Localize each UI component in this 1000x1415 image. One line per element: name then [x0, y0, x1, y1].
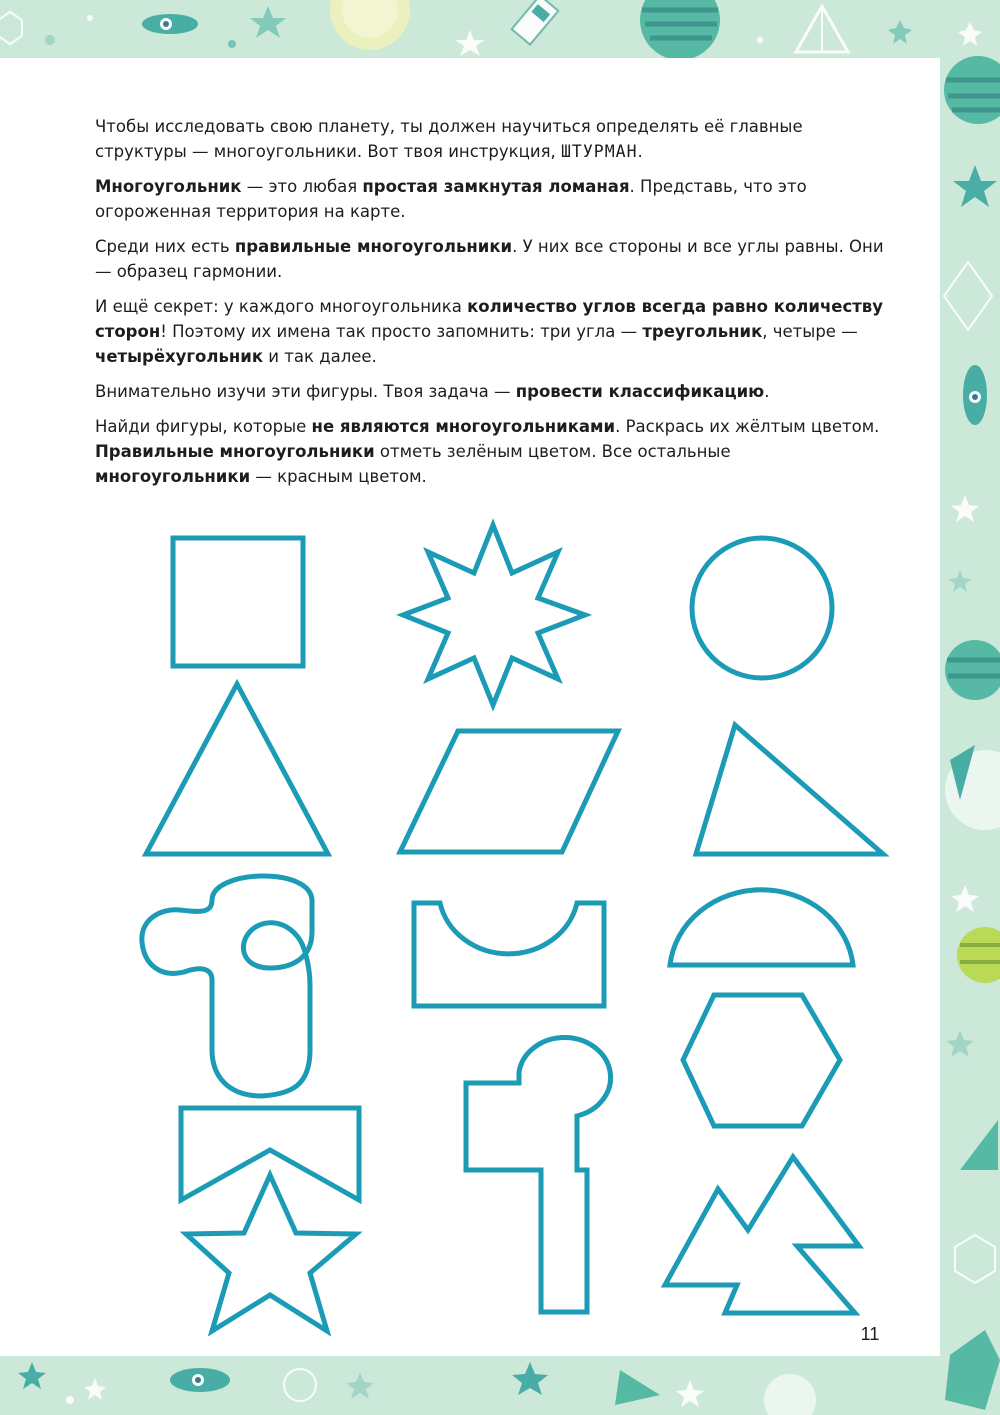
dot-icon — [87, 15, 93, 21]
dot-icon — [228, 40, 236, 48]
page-number: 11 — [860, 1324, 880, 1344]
star-sparkle-icon — [953, 165, 997, 207]
star-sparkle-icon — [958, 22, 982, 46]
instructions-text — [95, 114, 885, 499]
star-sparkle-icon — [18, 1362, 46, 1389]
hexagon-outline-icon — [0, 12, 22, 44]
coloring-instructions-paragraph: Найди фигуры, которые не являются многоугольниками. Раскрась их жёлтым цветом. Правильные многоугольники отметь зелёным цветом. Все остальные многоугольники — красным цветом. — [95, 417, 880, 486]
dot-icon — [45, 35, 55, 45]
prism-icon — [615, 1370, 660, 1405]
diamond-outline-icon — [944, 262, 992, 330]
planet-icon — [957, 927, 1000, 983]
planet-icon — [764, 1374, 816, 1415]
crystal-icon — [945, 1330, 1000, 1410]
secret-paragraph: И ещё секрет: у каждого многоугольника количество углов всегда равно количеству сторон! Поэтому их имена так просто запомнить: три угла — треугольник, четыре — четырёхугольник и так далее. — [95, 297, 884, 366]
bottom-border-ornaments — [18, 1362, 816, 1415]
star-sparkle-icon — [676, 1380, 704, 1407]
star-sparkle-icon — [888, 20, 912, 44]
rocket-icon — [963, 365, 987, 425]
star-sparkle-icon — [455, 30, 485, 56]
dot-icon — [66, 1396, 74, 1404]
hexagon-outline-icon — [284, 1369, 316, 1401]
top-border-ornaments — [0, 0, 982, 60]
planet-icon — [945, 640, 1000, 700]
navigator-word: ШТУРМАН — [560, 142, 638, 161]
task-paragraph: Внимательно изучи эти фигуры. Твоя задача — провести классификацию. — [95, 382, 770, 401]
star-sparkle-icon — [948, 570, 972, 592]
prism-icon — [960, 1120, 998, 1170]
star-sparkle-icon — [946, 1030, 974, 1057]
star-sparkle-icon — [951, 885, 979, 912]
planet-icon — [944, 56, 1000, 124]
hexagon-outline-icon — [955, 1235, 995, 1283]
star-sparkle-icon — [250, 6, 286, 38]
polygon-definition-paragraph: Многоугольник — это любая простая замкнутая ломаная. Представь, что это огороженная территория на карте. — [95, 177, 807, 221]
star-sparkle-icon — [84, 1378, 106, 1400]
dot-icon — [757, 37, 763, 43]
rocket-icon — [170, 1368, 230, 1392]
rocket-icon — [142, 14, 198, 34]
intro-paragraph: Чтобы исследовать свою планету, ты должен научиться определять её главные структуры — многоугольники. Вот твоя инструкция, ШТУРМАН. — [95, 117, 803, 161]
satellite-icon — [512, 0, 559, 45]
star-sparkle-icon — [346, 1372, 374, 1399]
star-sparkle-icon — [951, 495, 979, 522]
regular-polygons-paragraph: Среди них есть правильные многоугольники. У них все стороны и все углы равны. Они — образец гармонии. — [95, 237, 884, 281]
right-border-ornaments — [944, 56, 1000, 1410]
star-sparkle-icon — [512, 1362, 548, 1395]
